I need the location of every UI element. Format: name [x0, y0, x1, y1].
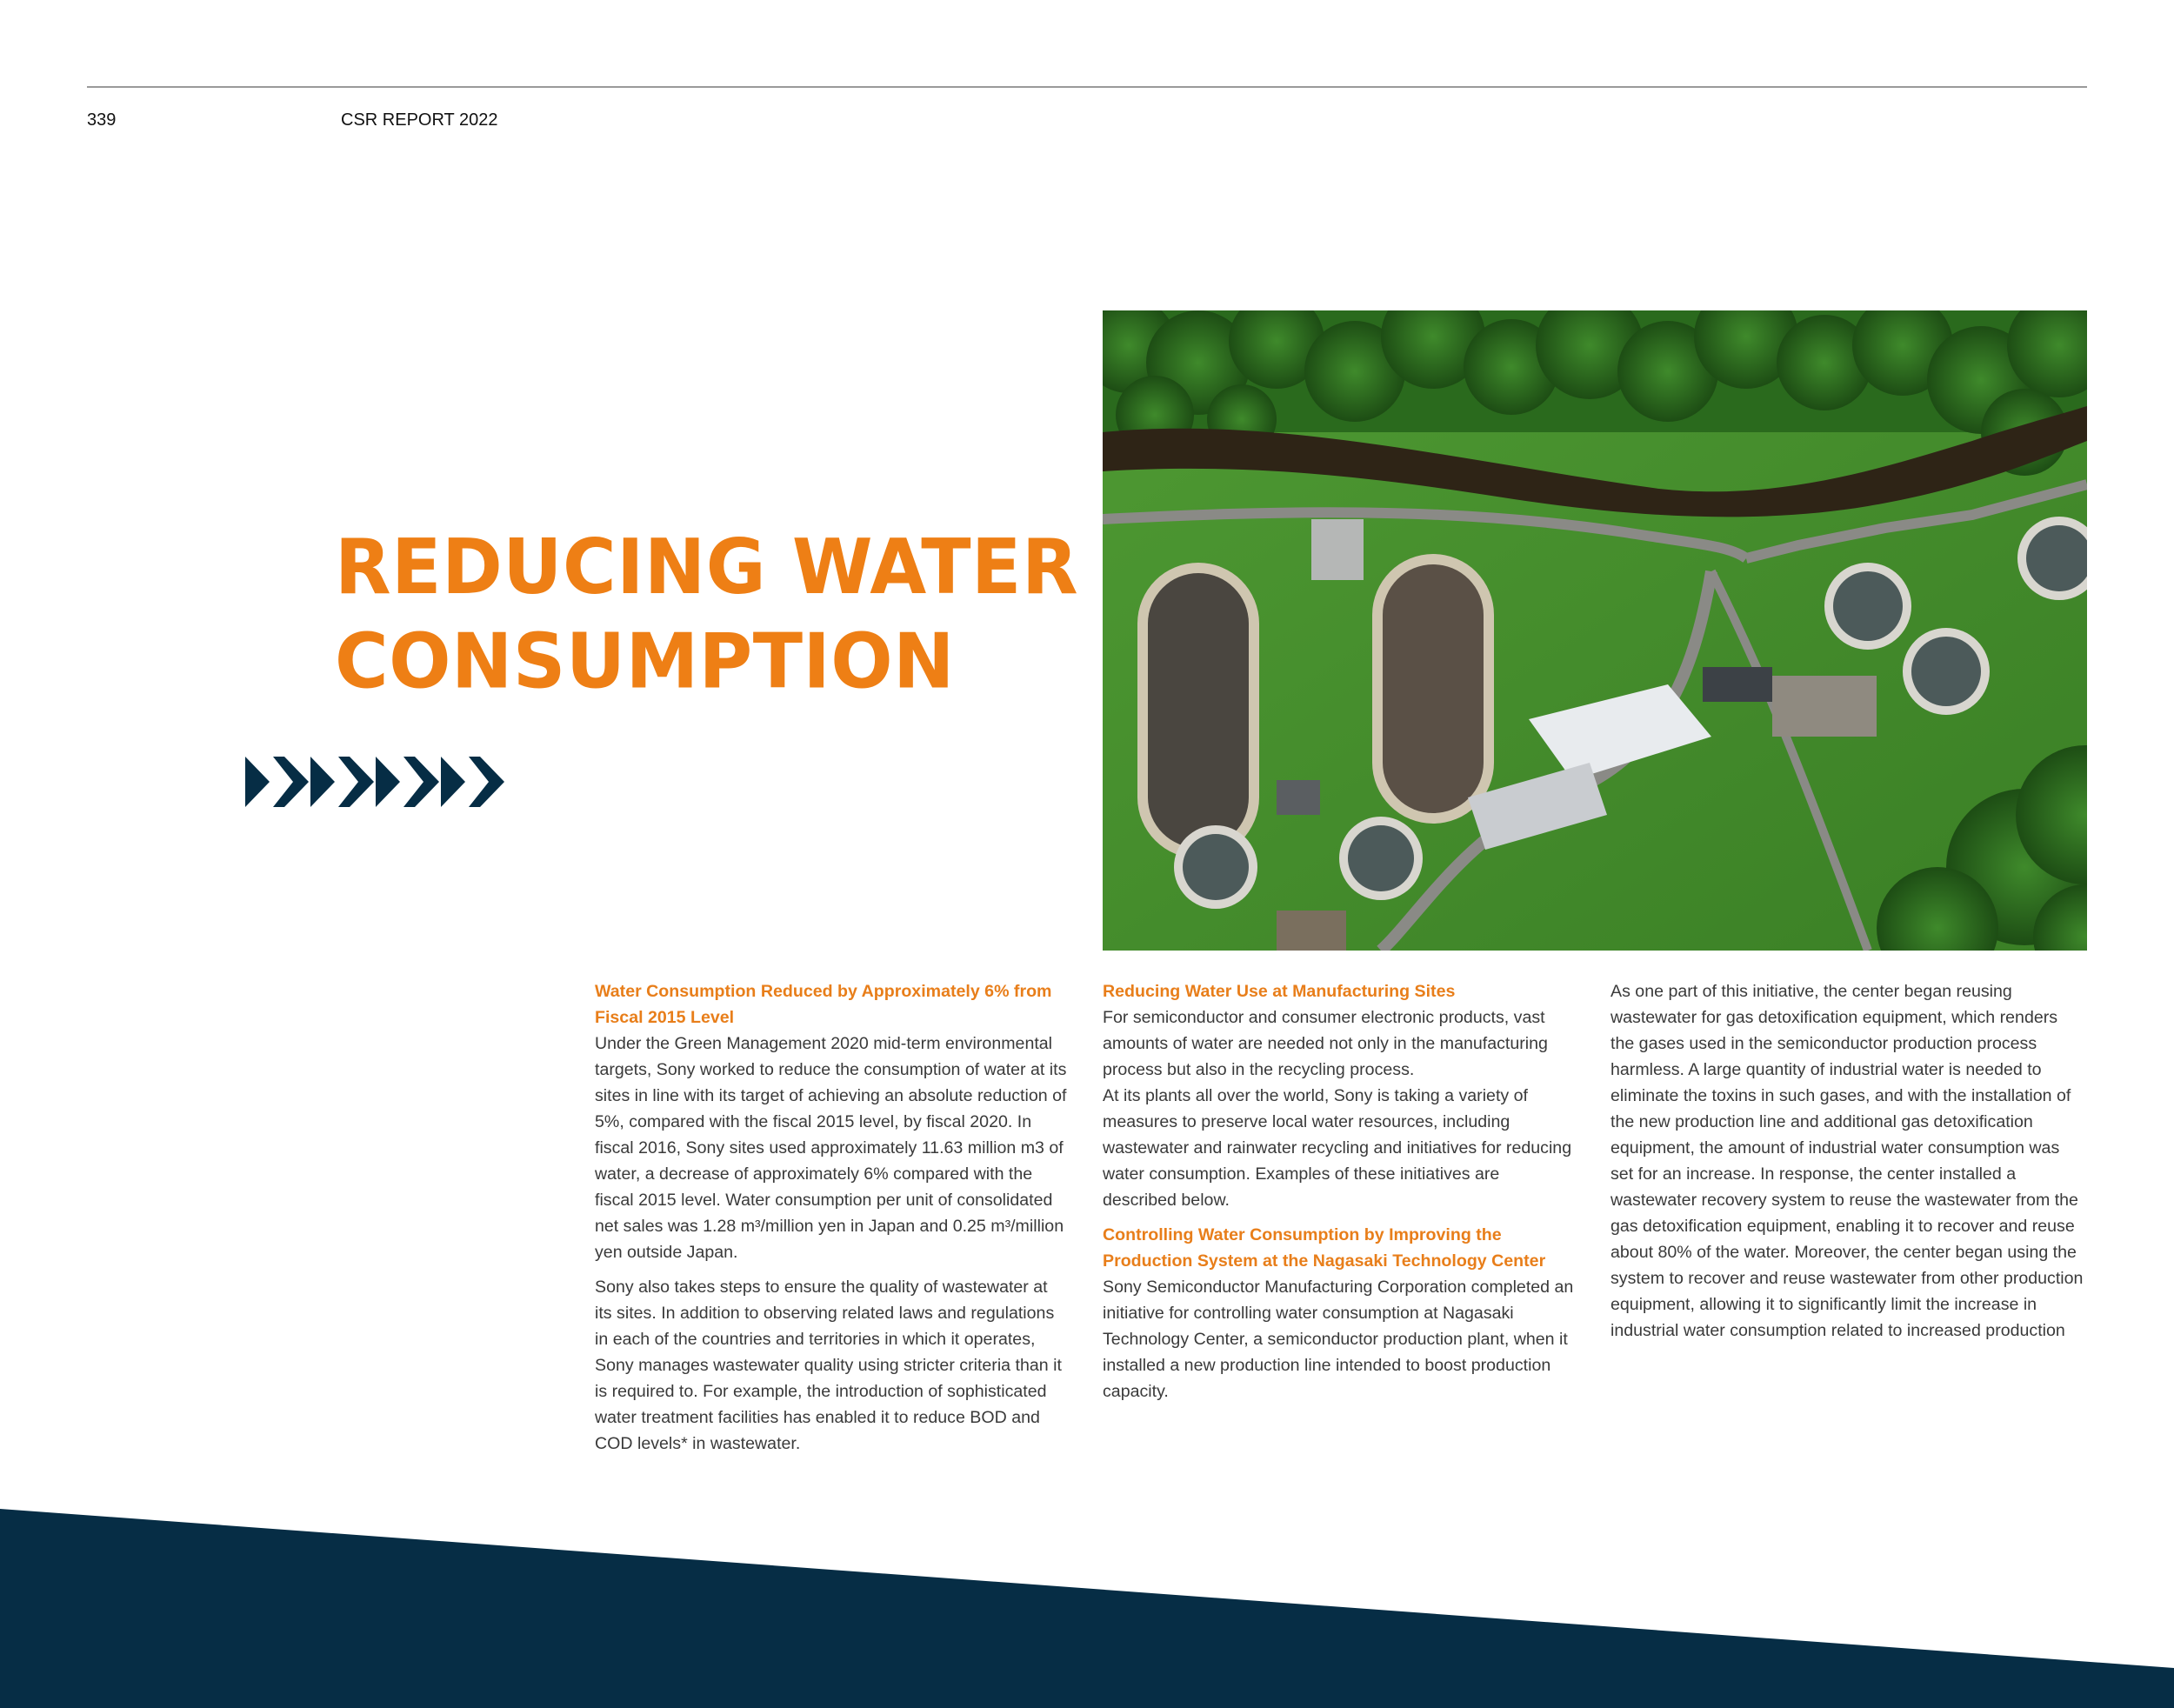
- page-number: 339: [87, 110, 117, 130]
- water-reduction-paragraph: Under the Green Management 2020 mid-term environmental targets, Sony worked to reduce the consumption of water at its sites in line with its target of achieving an absolute reduction of 5%, compared with the fiscal 2015 level, by fiscal 2020. In fiscal 2016, Sony sites used approximately 11.63 million m3 of water, a decrease of approximately 6% compared with the fiscal 2015 level. Water consumption per unit of consolidated net sales was 1.28 m³/million yen in Japan and 0.25 m³/million yen outside Japan.: [595, 1034, 1067, 1262]
- double-chevron-right-icon: [441, 757, 504, 807]
- title-line-2: CONSUMPTION: [335, 617, 955, 706]
- column-3: [1610, 978, 2084, 1344]
- header-rule: [87, 86, 2087, 88]
- wastewater-reuse-paragraph: As one part of this initiative, the center began reusing wastewater for gas detoxification equipment, which renders the gases used in the semiconductor production process harmless. A large quantity of industrial water is needed to eliminate the toxins in such gases, and with the installation of the new production line and additional gas detoxification equipment, the amount of industrial water consumption was set for an increase. In response, the center installed a wastewater recovery system to reuse the wastewater from the gas detoxification equipment, enabling it to recover and reuse about 80% of the water. Moreover, the center began using the system to recover and reuse wastewater from other production equipment, allowing it to significantly limit the increase in industrial water consumption related to increased production: [1610, 982, 2084, 1340]
- plants-worldwide-paragraph: At its plants all over the world, Sony is taking a variety of measures to preserve local water resources, including wastewater and rainwater recycling and initiatives for reducing water consumption. Examples of these initiatives are described below.: [1103, 1086, 1572, 1210]
- title-line-1: REDUCING WATER: [335, 523, 1079, 612]
- double-chevron-right-icon: [310, 757, 374, 807]
- treatment-plant-photo: [1103, 310, 2087, 951]
- report-name: CSR REPORT 2022: [341, 110, 498, 130]
- nagasaki-paragraph: Sony Semiconductor Manufacturing Corporation completed an initiative for controlling water consumption at Nagasaki Technology Center, a semiconductor production plant, when it installed a new production line intended to boost production capacity.: [1103, 1278, 1574, 1401]
- nagasaki-heading: Controlling Water Consumption by Improving the Production System at the Nagasaki Technology Center: [1103, 1225, 1546, 1271]
- column-1: [595, 978, 1069, 1457]
- page-title: [335, 520, 1078, 708]
- double-chevron-right-icon: [245, 757, 309, 807]
- manufacturing-sites-paragraph: For semiconductor and consumer electronic products, vast amounts of water are needed not only in the manufacturing process but also in the recycling process.: [1103, 1008, 1548, 1079]
- double-chevron-right-icon: [376, 757, 439, 807]
- wastewater-quality-paragraph: Sony also takes steps to ensure the quality of wastewater at its sites. In addition to observing related laws and regulations in each of the countries and territories in which it operates, Sony manages wastewater quality using stricter criteria than it is required to. For example, the introduction of sophisticated water treatment facilities has enabled it to reduce BOD and COD levels* in wastewater.: [595, 1278, 1062, 1453]
- manufacturing-sites-heading: Reducing Water Use at Manufacturing Sites: [1103, 982, 1456, 1001]
- footer-band: [0, 1509, 2174, 1708]
- water-reduction-heading: Water Consumption Reduced by Approximately 6% from Fiscal 2015 Level: [595, 982, 1052, 1027]
- chevron-arrows-icon: [243, 757, 504, 807]
- column-2: [1103, 978, 1577, 1404]
